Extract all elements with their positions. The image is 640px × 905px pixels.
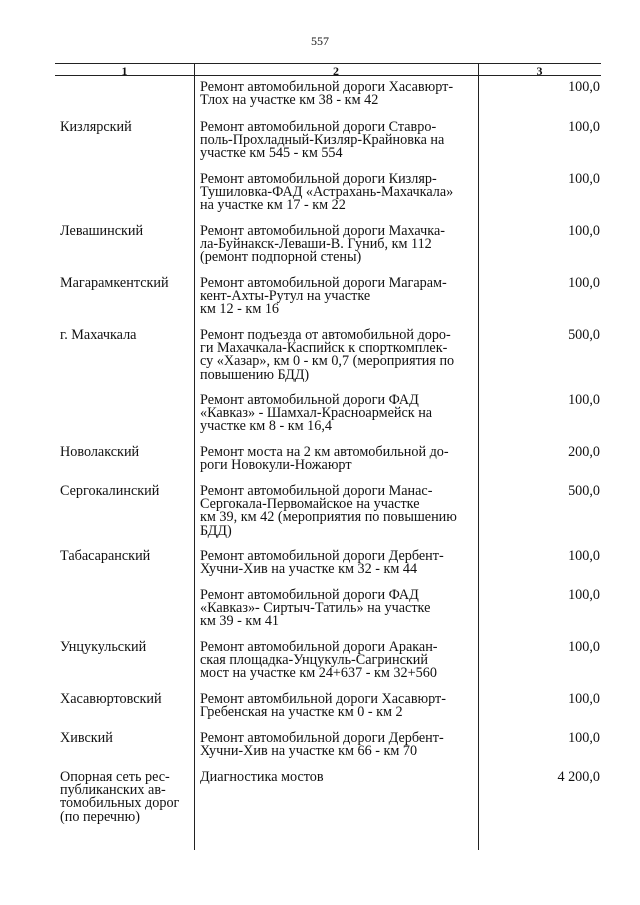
district-cell: Кизлярский	[60, 119, 132, 135]
amount-cell: 100,0	[568, 730, 600, 746]
amount-cell: 100,0	[568, 223, 600, 239]
district-cell: Магарамкентский	[60, 275, 169, 291]
amount-cell: 200,0	[568, 444, 600, 460]
work-cell: Ремонт автомобильной дороги Кизляр- Тушиловка-ФАД «Астрахань-Махачкала» на участке км 17 - км 22	[200, 171, 454, 214]
work-cell: Ремонт подъезда от автомобильной доро- ги Махачкала-Каспийск к спорткомплек- су «Хазар», км 0 - км 0,7 (мероприятия по повышению БДД)	[200, 327, 455, 383]
work-cell: Ремонт автомобильной дороги Махачка- ла-Буйнакск-Леваши-В. Гуниб, км 112 (ремонт подпорной стены)	[200, 223, 445, 266]
work-cell: Ремонт моста на 2 км автомобильной до- роги Новокули-Ножаюрт	[200, 444, 449, 474]
amount-cell: 500,0	[568, 483, 600, 499]
amount-cell: 100,0	[568, 119, 600, 135]
work-cell: Ремонт автомобильной дороги Манас- Сергокала-Первомайское на участке км 39, км 42 (мероприятия по повышению БДД)	[200, 483, 457, 539]
district-cell: Сергокалинский	[60, 483, 160, 499]
amount-cell: 100,0	[568, 691, 600, 707]
work-cell: Ремонт автомобильной дороги Хасавюрт- Тлох на участке км 38 - км 42	[200, 79, 454, 109]
amount-cell: 100,0	[568, 171, 600, 187]
amount-cell: 100,0	[568, 79, 600, 95]
work-cell: Ремонт автомобильной дороги ФАД «Кавказ» - Шамхал-Красноармейск на участке км 8 - км 16,4	[200, 392, 433, 435]
district-cell: Хасавюртовский	[60, 691, 162, 707]
column-header-2: 2	[333, 64, 339, 78]
column-divider-2	[478, 63, 479, 850]
amount-cell: 100,0	[568, 392, 600, 408]
work-cell: Ремонт автомобильной дороги Дербент- Хучни-Хив на участке км 66 - км 70	[200, 730, 444, 760]
column-header-3: 3	[536, 64, 543, 78]
district-cell: Табасаранский	[60, 548, 151, 564]
district-cell: Хивский	[60, 730, 113, 746]
column-divider-1	[194, 63, 195, 850]
column-header-1: 1	[121, 64, 128, 78]
amount-cell: 100,0	[568, 275, 600, 291]
work-cell: Ремонт автомобильной дороги Магарам- кент-Ахты-Рутул на участке км 12 - км 16	[200, 275, 447, 318]
work-cell: Ремонт автомобильной дороги ФАД «Кавказ»- Сиртыч-Татиль» на участке км 39 - км 41	[200, 587, 431, 630]
district-cell: г. Махачкала	[60, 327, 137, 343]
work-cell: Ремонт автомобильной дороги Дербент- Хучни-Хив на участке км 32 - км 44	[200, 548, 444, 578]
work-cell: Ремонт автомобильной дороги Аракан- ская площадка-Унцукуль-Сагринский мост на участке км 24+637 - км 32+560	[200, 639, 438, 682]
district-cell: Опорная сеть рес- публиканских ав- томобильных дорог (по перечню)	[60, 769, 180, 825]
amount-cell: 100,0	[568, 548, 600, 564]
work-cell: Ремонт автомбильной дороги Хасавюрт- Гребенская на участке км 0 - км 2	[200, 691, 446, 721]
page-number: 557	[311, 34, 329, 48]
district-cell: Унцукульский	[60, 639, 147, 655]
work-cell: Ремонт автомобильной дороги Ставро- поль-Прохладный-Кизляр-Крайновка на участке км 545 - км 554	[200, 119, 445, 162]
district-cell: Левашинский	[60, 223, 144, 239]
amount-cell: 100,0	[568, 587, 600, 603]
work-cell: Диагностика мостов	[200, 769, 324, 785]
amount-cell: 100,0	[568, 639, 600, 655]
amount-cell: 500,0	[568, 327, 600, 343]
amount-cell: 4 200,0	[557, 769, 600, 785]
district-cell: Новолакский	[60, 444, 140, 460]
